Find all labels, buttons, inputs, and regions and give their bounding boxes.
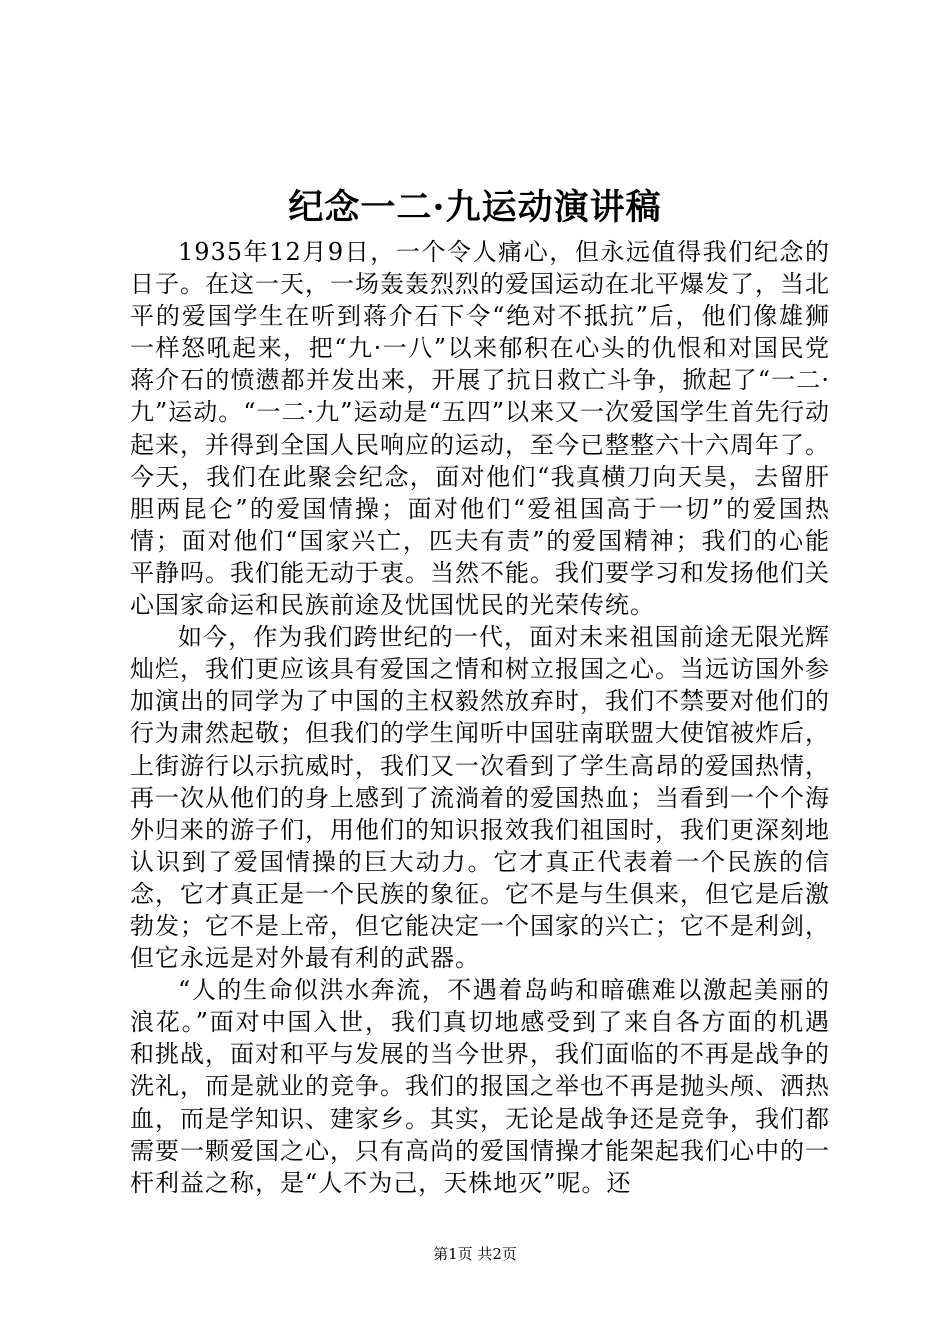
page-footer: 第1页 共2页 [433,1245,517,1263]
document-title: 纪念一二·九运动演讲稿 [288,187,662,228]
paragraph-1: 1935年12月9日，一个令人痛心，但永远值得我们纪念的日子。在这一天，一场轰轰烈烈的爱国运动在北平爆发了，当北平的爱国学生在听到蒋介石下令“绝对不抵抗”后，他们像雄狮一样怒吼起来，把“九·一八”以来郁积在心头的仇恨和对国民党蒋介石的愤懑都并发出来，开展了抗日救亡斗争，掀起了“一二·九”运动。“一二·九”运动是“五四”以来又一次爱国学生首先行动起来，并得到全国人民响应的运动，至今已整整六十六周年了。今天，我们在此聚会纪念，面对他们“我真横刀向天昊，去留肝胆两昆仑”的爱国情操；面对他们“爱祖国高于一切”的爱国热情；面对他们“国家兴亡，匹夫有责”的爱国精神；我们的心能平静吗。我们能无动于衷。当然不能。我们要学习和发扬他们关心国家命运和民族前途及忧国忧民的光荣传统。 [130,238,830,620]
paragraph-3: “人的生命似洪水奔流，不遇着岛屿和暗礁难以激起美丽的浪花。”面对中国入世，我们真切地感受到了来自各方面的机遇和挑战，面对和平与发展的当今世界，我们面临的不再是战争的洗礼，而是就业的竞争。我们的报国之举也不再是抛头颅、洒热血，而是学知识、建家乡。其实，无论是战争还是竞争，我们都需要一颗爱国之心，只有高尚的爱国情操才能架起我们心中的一杆利益之称，是“人不为己，天株地灭”呢。还 [130,976,830,1197]
paragraph-2: 如今，作为我们跨世纪的一代，面对未来祖国前途无限光辉灿烂，我们更应该具有爱国之情和树立报国之心。当远访国外参加演出的同学为了中国的主权毅然放弃时，我们不禁要对他们的行为肃然起敬；但我们的学生闻听中国驻南联盟大使馆被炸后，上街游行以示抗威时，我们又一次看到了学生高昂的爱国热情，再一次从他们的身上感到了流淌着的爱国热血；当看到一个个海外归来的游子们，用他们的知识报效我们祖国时，我们更深刻地认识到了爱国情操的巨大动力。它才真正代表着一个民族的信念，它才真正是一个民族的象征。它不是与生俱来，但它是后激勃发；它不是上帝，但它能决定一个国家的兴亡；它不是利剑，但它永远是对外最有利的武器。 [130,623,830,973]
document-body [130,236,830,1199]
